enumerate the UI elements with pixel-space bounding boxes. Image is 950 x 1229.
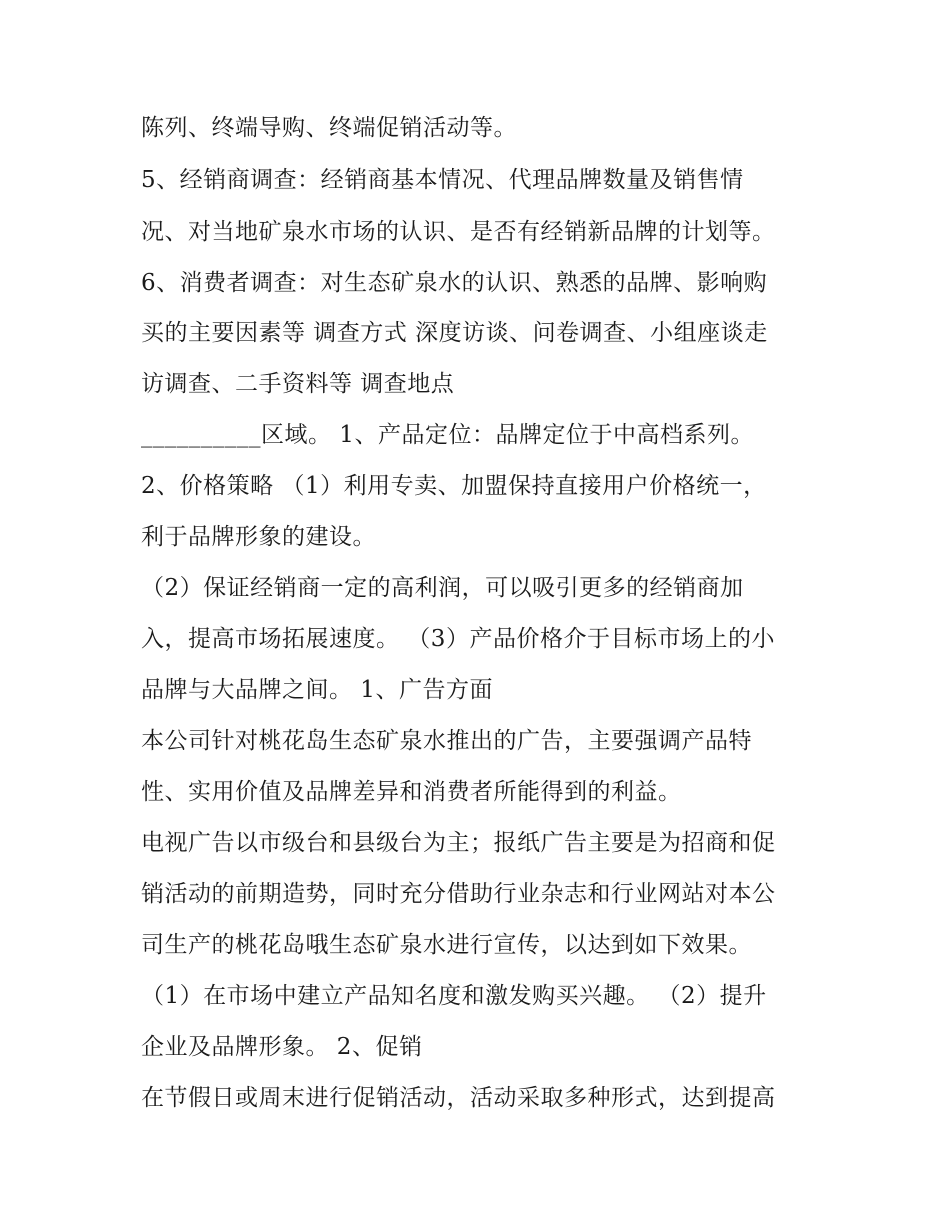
text-line-14: 性、实用价值及品牌差异和消费者所能得到的利益。	[141, 779, 682, 805]
text-line-12: 品牌与大品牌之间。 1、广告方面	[141, 677, 493, 703]
text-line-8: 2、价格策略 （1）利用专卖、加盟保持直接用户价格统一，	[141, 473, 767, 499]
text-line-2: 5、经销商调查：经销商基本情况、代理品牌数量及销售情	[141, 167, 744, 193]
text-line-16: 销活动的前期造势，同时充分借助行业杂志和行业网站对本公	[141, 881, 776, 907]
text-line-7: __________区域。 1、产品定位：品牌定位于中高档系列。	[141, 422, 754, 448]
text-line-15: 电视广告以市级台和县级台为主；报纸广告主要是为招商和促	[141, 830, 776, 856]
text-line-11: 入，提高市场拓展速度。 （3）产品价格介于目标市场上的小	[141, 626, 775, 652]
text-line-5: 买的主要因素等 调查方式 深度访谈、问卷调查、小组座谈走	[141, 320, 768, 346]
text-line-6: 访调查、二手资料等 调查地点	[141, 371, 455, 397]
text-line-1: 陈列、终端导购、终端促销活动等。	[141, 115, 517, 141]
text-line-3: 况、对当地矿泉水市场的认识、是否有经销新品牌的计划等。	[141, 219, 776, 245]
text-line-4: 6、消费者调查：对生态矿泉水的认识、熟悉的品牌、影响购	[141, 270, 768, 296]
text-line-19: 企业及品牌形象。 2、促销	[141, 1034, 423, 1060]
text-line-18: （1）在市场中建立产品知名度和激发购买兴趣。 （2）提升	[141, 983, 767, 1009]
text-line-10: （2）保证经销商一定的高利润，可以吸引更多的经销商加	[141, 575, 744, 601]
text-line-13: 本公司针对桃花岛生态矿泉水推出的广告，主要强调产品特	[141, 728, 752, 754]
text-line-9: 利于品牌形象的建设。	[141, 524, 376, 550]
text-line-17: 司生产的桃花岛哦生态矿泉水进行宣传，以达到如下效果。	[141, 932, 752, 958]
text-line-20: 在节假日或周末进行促销活动，活动采取多种形式，达到提高	[141, 1085, 776, 1111]
